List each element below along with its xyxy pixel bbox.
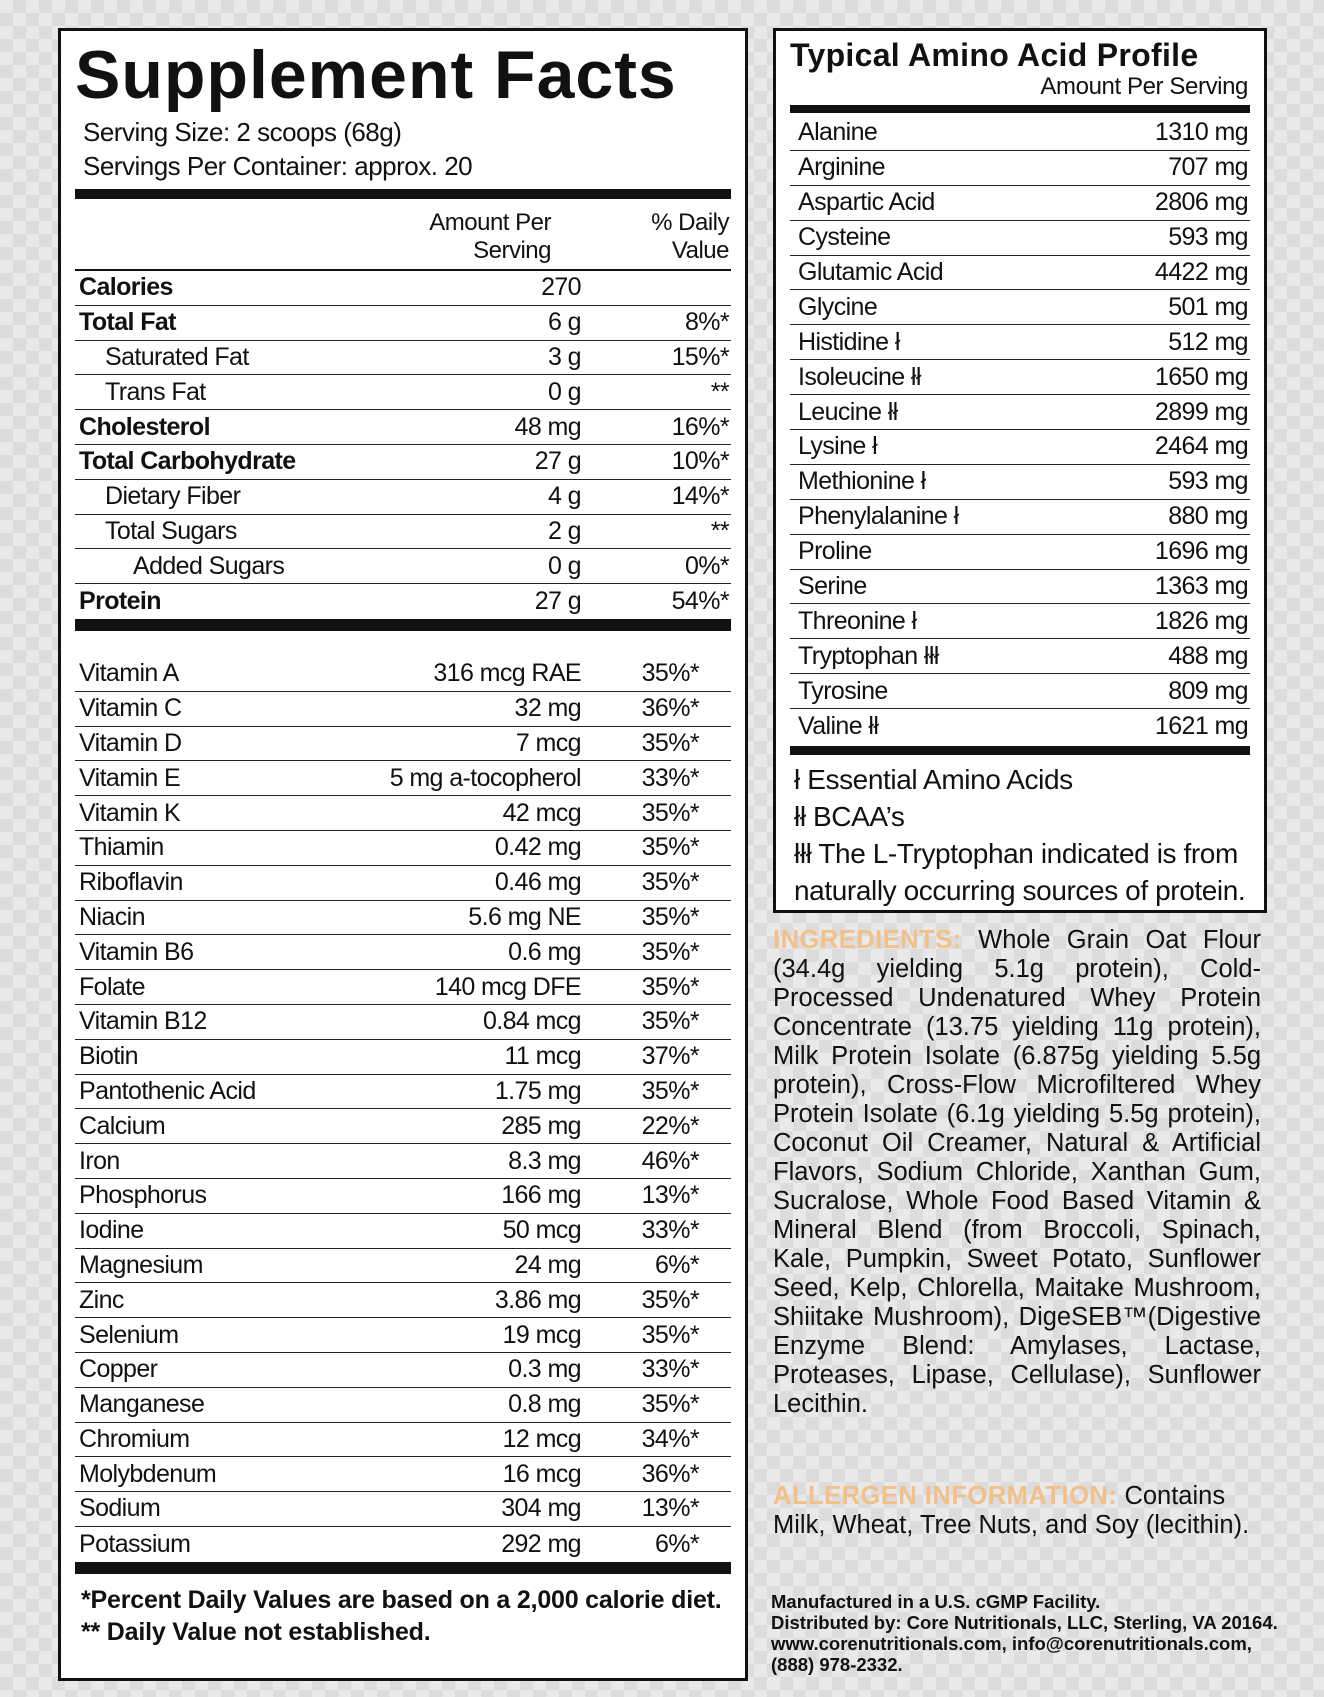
vitamin-daily-value: 35%* — [641, 1285, 699, 1314]
nutrient-row — [75, 515, 731, 550]
amino-acid-amount: 1696 mg — [1154, 537, 1248, 566]
vitamin-label: Magnesium — [79, 1250, 203, 1279]
vitamin-amount: 0.3 mg — [508, 1355, 581, 1384]
nutrient-amount: 3 g — [548, 342, 581, 371]
amino-acid-panel — [773, 28, 1267, 913]
column-header — [75, 199, 731, 271]
vitamin-label: Pantothenic Acid — [79, 1076, 256, 1105]
vitamin-label: Copper — [79, 1355, 158, 1384]
vitamin-daily-value: 35%* — [641, 1320, 699, 1349]
nutrient-daily-value: ** — [710, 377, 729, 406]
serving-info — [75, 115, 731, 183]
vitamin-daily-value: 35%* — [641, 1390, 699, 1419]
footnote-daily-values: *Percent Daily Values are based on a 2,000 calorie diet. — [81, 1585, 722, 1614]
nutrient-daily-value: ** — [710, 516, 729, 545]
amino-acid-label: Arginine — [798, 153, 885, 182]
nutrient-daily-value: 8%* — [684, 308, 729, 337]
ingredients-text: Whole Grain Oat Flour (34.4g yielding 5.1g protein), Cold-Processed Undenatured Whey Protein Concentrate (13.75 yielding 11g protein), Milk Protein Isolate (6.875g yielding 5.5g protein), Cross-Flow Microfiltered Whey Protein Isolate (6.1g yielding 5.5g protein), Coconut Oil Creamer, Natural & Artificial Flavors, Sodium Chloride, Xanthan Gum, Sucralose, Whole Food Based Vitamin & Mineral Blend (from Broccoli, Spinach, Kale, Pumpkin, Sweet Potato, Sunflower Seed, Kelp, Chlorella, Maitake Mushroom, Shiitake Mushroom), DigeSEB™(Digestive Enzyme Blend: Amylases, Lactase, Proteases, Lipase, Cellulase), Sunflower Lecithin. — [773, 926, 1261, 1418]
nutrient-daily-value: 10%* — [671, 447, 729, 476]
divider-thick — [75, 1562, 731, 1574]
vitamin-row — [75, 1075, 731, 1110]
vitamin-row — [75, 1423, 731, 1458]
divider-thick — [790, 746, 1250, 755]
vitamin-row — [75, 1179, 731, 1214]
note-bcaa: łł BCAA’s — [794, 801, 905, 833]
vitamin-daily-value: 35%* — [641, 833, 699, 862]
vitamin-label: Vitamin K — [79, 798, 181, 827]
vitamin-row — [75, 935, 731, 970]
vitamin-label: Selenium — [79, 1320, 179, 1349]
mfg-contact: www.corenutritionals.com, info@corenutritionals.com, — [771, 1633, 1252, 1654]
vitamin-label: Potassium — [79, 1529, 191, 1558]
vitamin-row — [75, 1214, 731, 1249]
vitamin-label: Vitamin B6 — [79, 937, 194, 966]
nutrient-row — [75, 306, 731, 341]
nutrient-label: Cholesterol — [79, 412, 210, 441]
vitamin-label: Riboflavin — [79, 868, 183, 897]
amino-acid-row — [790, 290, 1250, 325]
mfg-phone: (888) 978-2332. — [771, 1654, 903, 1675]
amino-acid-amount: 1650 mg — [1154, 362, 1248, 391]
nutrient-row — [75, 584, 731, 619]
vitamin-label: Zinc — [79, 1285, 124, 1314]
nutrient-daily-value: 16%* — [671, 412, 729, 441]
nutrient-label: Protein — [79, 587, 161, 616]
vitamin-amount: 32 mg — [514, 694, 581, 723]
amino-acid-row — [790, 674, 1250, 709]
mfg-facility: Manufactured in a U.S. cGMP Facility. — [771, 1591, 1101, 1612]
vitamin-daily-value: 36%* — [641, 1459, 699, 1488]
vitamin-amount: 24 mg — [514, 1250, 581, 1279]
vitamin-daily-value: 35%* — [641, 659, 699, 688]
nutrient-row — [75, 549, 731, 584]
vitamin-row — [75, 1353, 731, 1388]
amino-acid-title: Typical Amino Acid Profile — [790, 37, 1199, 73]
amino-acid-amount: 880 mg — [1168, 502, 1248, 531]
amino-acid-label: Proline — [798, 537, 872, 566]
allergen-heading: ALLERGEN INFORMATION: — [773, 1482, 1118, 1510]
vitamin-row — [75, 692, 731, 727]
vitamin-daily-value: 35%* — [641, 937, 699, 966]
vitamin-label: Iron — [79, 1146, 120, 1175]
nutrient-row — [75, 410, 731, 445]
vitamin-label: Calcium — [79, 1111, 166, 1140]
amino-acid-row — [790, 221, 1250, 256]
vitamin-row — [75, 1527, 731, 1562]
vitamin-amount: 285 mg — [501, 1111, 581, 1140]
amino-acid-label: Cysteine — [798, 223, 891, 252]
nutrient-row — [75, 271, 731, 306]
amino-acid-label: Leucine łł — [798, 397, 898, 426]
amino-acid-amount: 1310 mg — [1154, 118, 1248, 147]
serving-size: Serving Size: 2 scoops (68g) — [83, 117, 402, 147]
nutrient-amount: 27 g — [534, 587, 581, 616]
amino-acid-amount: 1826 mg — [1154, 606, 1248, 635]
amino-acid-label: Valine łł — [798, 712, 879, 741]
amino-acid-label: Glycine — [798, 292, 878, 321]
vitamin-row — [75, 1492, 731, 1527]
nutrient-amount: 270 — [541, 273, 581, 302]
vitamin-row — [75, 1109, 731, 1144]
vitamin-label: Vitamin C — [79, 694, 182, 723]
amino-acid-amount: 512 mg — [1168, 327, 1248, 356]
note-essential: ł Essential Amino Acids — [794, 764, 1073, 796]
amino-acid-row — [790, 116, 1250, 151]
vitamin-amount: 19 mcg — [502, 1320, 581, 1349]
nutrient-label: Total Sugars — [105, 516, 237, 545]
vitamin-row — [75, 1388, 731, 1423]
vitamin-row — [75, 1144, 731, 1179]
vitamin-amount: 3.86 mg — [494, 1285, 581, 1314]
vitamin-amount: 0.84 mcg — [482, 1007, 581, 1036]
vitamin-daily-value: 35%* — [641, 1007, 699, 1036]
vitamin-daily-value: 36%* — [641, 694, 699, 723]
vitamin-amount: 292 mg — [501, 1529, 581, 1558]
amino-acid-subtitle: Amount Per Serving — [1040, 73, 1248, 100]
amino-acid-amount: 2899 mg — [1154, 397, 1248, 426]
amino-acid-row — [790, 604, 1250, 639]
nutrient-row — [75, 445, 731, 480]
vitamin-amount: 304 mg — [501, 1494, 581, 1523]
vitamin-row — [75, 1318, 731, 1353]
amino-acid-label: Methionine ł — [798, 467, 926, 496]
vitamin-row — [75, 1283, 731, 1318]
vitamin-row — [75, 970, 731, 1005]
vitamin-label: Vitamin D — [79, 728, 182, 757]
mfg-distributor: Distributed by: Core Nutritionals, LLC, Sterling, VA 20164. — [771, 1612, 1278, 1633]
vitamin-row — [75, 657, 731, 692]
vitamin-daily-value: 33%* — [641, 1355, 699, 1384]
amino-acid-amount: 593 mg — [1168, 223, 1248, 252]
vitamin-label: Phosphorus — [79, 1181, 207, 1210]
nutrient-label: Added Sugars — [133, 551, 285, 580]
vitamin-row — [75, 901, 731, 936]
vitamin-label: Iodine — [79, 1216, 144, 1245]
amino-acid-row — [790, 360, 1250, 395]
vitamin-amount: 7 mcg — [515, 728, 581, 757]
amino-acid-row — [790, 639, 1250, 674]
amino-acid-label: Phenylalanine ł — [798, 502, 959, 531]
amino-acid-amount: 2806 mg — [1154, 188, 1248, 217]
vitamin-daily-value: 37%* — [641, 1042, 699, 1071]
vitamin-label: Folate — [79, 972, 145, 1001]
amino-acid-label: Serine — [798, 572, 867, 601]
nutrient-label: Trans Fat — [105, 377, 206, 406]
amino-notes — [790, 761, 1250, 909]
amino-acid-row — [790, 570, 1250, 605]
vitamin-amount: 11 mcg — [504, 1042, 581, 1071]
vitamin-row — [75, 866, 731, 901]
supplement-facts-panel — [58, 28, 748, 1681]
vitamin-row — [75, 1040, 731, 1075]
vitamin-row — [75, 1249, 731, 1284]
amino-acid-amount: 2464 mg — [1154, 432, 1248, 461]
nutrient-label: Saturated Fat — [105, 342, 249, 371]
footnotes — [75, 1584, 731, 1648]
nutrient-daily-value: 15%* — [671, 342, 729, 371]
vitamin-daily-value: 35%* — [641, 868, 699, 897]
vitamin-label: Vitamin E — [79, 763, 181, 792]
amino-acid-amount: 1621 mg — [1154, 712, 1248, 741]
amino-acid-row — [790, 535, 1250, 570]
vitamin-amount: 140 mcg DFE — [434, 972, 581, 1001]
nutrient-label: Total Carbohydrate — [79, 447, 296, 476]
vitamin-daily-value: 35%* — [641, 1076, 699, 1105]
vitamin-list — [75, 657, 731, 1562]
nutrient-label: Total Fat — [79, 308, 176, 337]
vitamin-amount: 50 mcg — [502, 1216, 581, 1245]
nutrient-amount: 48 mg — [514, 412, 581, 441]
servings-per-container: Servings Per Container: approx. 20 — [83, 151, 473, 181]
vitamin-amount: 1.75 mg — [494, 1076, 581, 1105]
vitamin-amount: 16 mcg — [502, 1459, 581, 1488]
nutrient-row — [75, 375, 731, 410]
nutrient-label: Calories — [79, 273, 173, 302]
amino-acid-row — [790, 500, 1250, 535]
allergen-text: Contains Milk, Wheat, Tree Nuts, and Soy (lecithin). — [773, 1482, 1250, 1539]
vitamin-amount: 12 mcg — [502, 1424, 581, 1453]
amino-acid-amount: 593 mg — [1168, 467, 1248, 496]
amino-acid-label: Tyrosine — [798, 676, 888, 705]
nutrient-amount: 6 g — [548, 308, 581, 337]
vitamin-label: Niacin — [79, 902, 145, 931]
daily-value-header: % Daily Value — [651, 209, 729, 264]
amino-acid-amount: 501 mg — [1168, 292, 1248, 321]
vitamin-amount: 5.6 mg NE — [468, 902, 581, 931]
vitamin-label: Biotin — [79, 1042, 138, 1071]
nutrient-daily-value: 54%* — [671, 587, 729, 616]
amino-acid-amount: 4422 mg — [1154, 258, 1248, 286]
amino-acid-label: Threonine ł — [798, 606, 917, 635]
vitamin-row — [75, 761, 731, 796]
vitamin-daily-value: 35%* — [641, 798, 699, 827]
vitamin-label: Thiamin — [79, 833, 164, 862]
amino-acid-amount: 809 mg — [1168, 676, 1248, 705]
vitamin-daily-value: 13%* — [641, 1181, 699, 1210]
vitamin-daily-value: 13%* — [641, 1494, 699, 1523]
vitamin-label: Molybdenum — [79, 1459, 217, 1488]
amino-acid-label: Histidine ł — [798, 327, 900, 356]
vitamin-daily-value: 33%* — [641, 763, 699, 792]
vitamin-row — [75, 831, 731, 866]
vitamin-amount: 0.46 mg — [494, 868, 581, 897]
vitamin-daily-value: 35%* — [641, 972, 699, 1001]
amino-acid-row — [790, 465, 1250, 500]
vitamin-daily-value: 22%* — [641, 1111, 699, 1140]
amino-acid-label: Glutamic Acid — [798, 258, 944, 286]
nutrient-amount: 0 g — [548, 551, 581, 580]
vitamin-amount: 0.42 mg — [494, 833, 581, 862]
vitamin-label: Vitamin B12 — [79, 1007, 207, 1036]
amino-acid-label: Aspartic Acid — [798, 188, 935, 217]
amino-acid-row — [790, 395, 1250, 430]
amino-acid-row — [790, 256, 1250, 291]
allergen-block — [773, 1482, 1273, 1540]
amino-acid-list — [790, 116, 1250, 744]
amino-acid-amount: 488 mg — [1168, 641, 1248, 670]
vitamin-amount: 0.8 mg — [508, 1390, 581, 1419]
footnote-not-established: ** Daily Value not established. — [81, 1617, 431, 1646]
vitamin-daily-value: 35%* — [641, 728, 699, 757]
ingredients-heading: INGREDIENTS: — [773, 926, 962, 954]
amino-acid-label: Isoleucine łł — [798, 362, 921, 391]
supplement-facts-title: Supplement Facts — [75, 37, 677, 113]
vitamin-daily-value: 33%* — [641, 1216, 699, 1245]
note-tryptophan: łłł The L-Tryptophan indicated is from naturally occurring sources of protein. — [794, 838, 1246, 907]
vitamin-label: Sodium — [79, 1494, 161, 1523]
nutrient-row — [75, 480, 731, 515]
amino-acid-amount: 1363 mg — [1154, 572, 1248, 601]
vitamin-amount: 316 mcg RAE — [433, 659, 581, 688]
divider-thick — [75, 619, 731, 631]
vitamin-amount: 0.6 mg — [508, 937, 581, 966]
vitamin-daily-value: 6%* — [654, 1250, 699, 1279]
vitamin-amount: 8.3 mg — [508, 1146, 581, 1175]
vitamin-amount: 42 mcg — [502, 798, 581, 827]
nutrient-amount: 27 g — [534, 447, 581, 476]
amino-acid-label: Alanine — [798, 118, 878, 147]
nutrient-label: Dietary Fiber — [105, 482, 241, 511]
amino-acid-row — [790, 186, 1250, 221]
nutrient-amount: 0 g — [548, 377, 581, 406]
vitamin-amount: 5 mg a-tocopherol — [389, 763, 581, 792]
vitamin-row — [75, 796, 731, 831]
vitamin-row — [75, 1457, 731, 1492]
vitamin-label: Chromium — [79, 1424, 190, 1453]
vitamin-label: Vitamin A — [79, 659, 179, 688]
amino-acid-row — [790, 325, 1250, 360]
nutrient-amount: 4 g — [548, 482, 581, 511]
amino-acid-label: Lysine ł — [798, 432, 878, 461]
vitamin-row — [75, 1005, 731, 1040]
divider-thick — [75, 189, 731, 199]
vitamin-row — [75, 727, 731, 762]
amount-header: Amount Per Serving — [429, 209, 551, 264]
vitamin-amount: 166 mg — [501, 1181, 581, 1210]
ingredients-block — [773, 926, 1261, 1419]
manufacturer-info — [771, 1591, 1316, 1675]
nutrient-daily-value: 0%* — [684, 551, 729, 580]
vitamin-label: Manganese — [79, 1390, 205, 1419]
vitamin-daily-value: 34%* — [641, 1424, 699, 1453]
nutrient-amount: 2 g — [548, 516, 581, 545]
nutrient-row — [75, 341, 731, 376]
amino-acid-row — [790, 709, 1250, 744]
amino-acid-amount: 707 mg — [1168, 153, 1248, 182]
nutrient-daily-value: 14%* — [671, 482, 729, 511]
amino-acid-row — [790, 151, 1250, 186]
divider-thick — [790, 105, 1250, 113]
vitamin-daily-value: 46%* — [641, 1146, 699, 1175]
amino-acid-row — [790, 430, 1250, 465]
vitamin-daily-value: 6%* — [654, 1529, 699, 1558]
nutrient-list — [75, 271, 731, 619]
vitamin-daily-value: 35%* — [641, 902, 699, 931]
amino-acid-label: Tryptophan łłł — [798, 641, 939, 670]
